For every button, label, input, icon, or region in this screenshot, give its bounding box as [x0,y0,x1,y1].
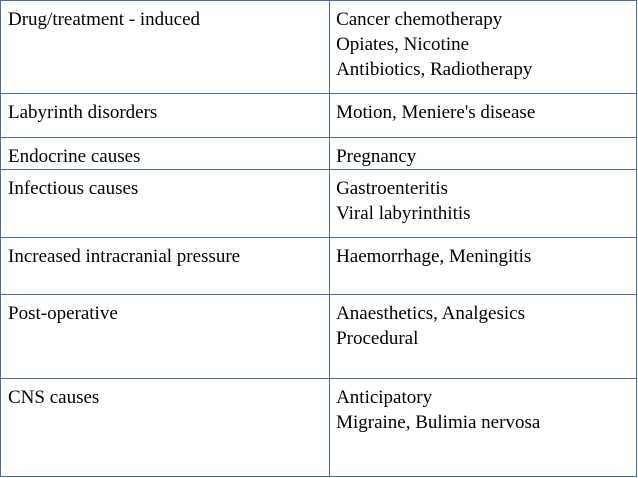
examples-cell [330,295,637,379]
example-text: Cancer chemotherapy [336,9,503,30]
table-row [1,138,637,170]
cause-cell [1,138,330,170]
cause-cell [1,238,330,295]
cause-label: Labyrinth disorders [8,102,158,123]
examples-cell [330,170,637,238]
cause-label: Endocrine causes [8,146,141,167]
table-row [1,94,637,138]
example-text: Haemorrhage, Meningitis [336,246,532,267]
example-text: Procedural [336,328,419,349]
cause-label: Post-operative [8,303,118,324]
examples-cell [330,379,637,477]
table-row [1,1,637,94]
example-text: Anticipatory [336,387,433,408]
examples-cell [330,238,637,295]
table-row [1,238,637,295]
cause-label: Increased intracranial pressure [8,246,241,267]
examples-cell [330,94,637,138]
examples-cell [330,1,637,94]
example-text: Migraine, Bulimia nervosa [336,412,541,433]
cause-cell [1,94,330,138]
cause-label: Drug/treatment - induced [8,9,201,30]
example-text: Viral labyrinthitis [336,203,471,224]
example-text: Opiates, Nicotine [336,34,470,55]
cause-cell [1,295,330,379]
cause-label: CNS causes [8,387,100,408]
example-text: Pregnancy [336,146,417,167]
cause-cell [1,170,330,238]
table-row [1,379,637,477]
example-text: Antibiotics, Radiotherapy [336,59,533,80]
table-row [1,295,637,379]
cause-label: Infectious causes [8,178,139,199]
examples-cell [330,138,637,170]
table-row [1,170,637,238]
example-text: Gastroenteritis [336,178,448,199]
example-text: Motion, Meniere's disease [336,102,536,123]
cause-cell [1,1,330,94]
example-text: Anaesthetics, Analgesics [336,303,525,324]
cause-cell [1,379,330,477]
